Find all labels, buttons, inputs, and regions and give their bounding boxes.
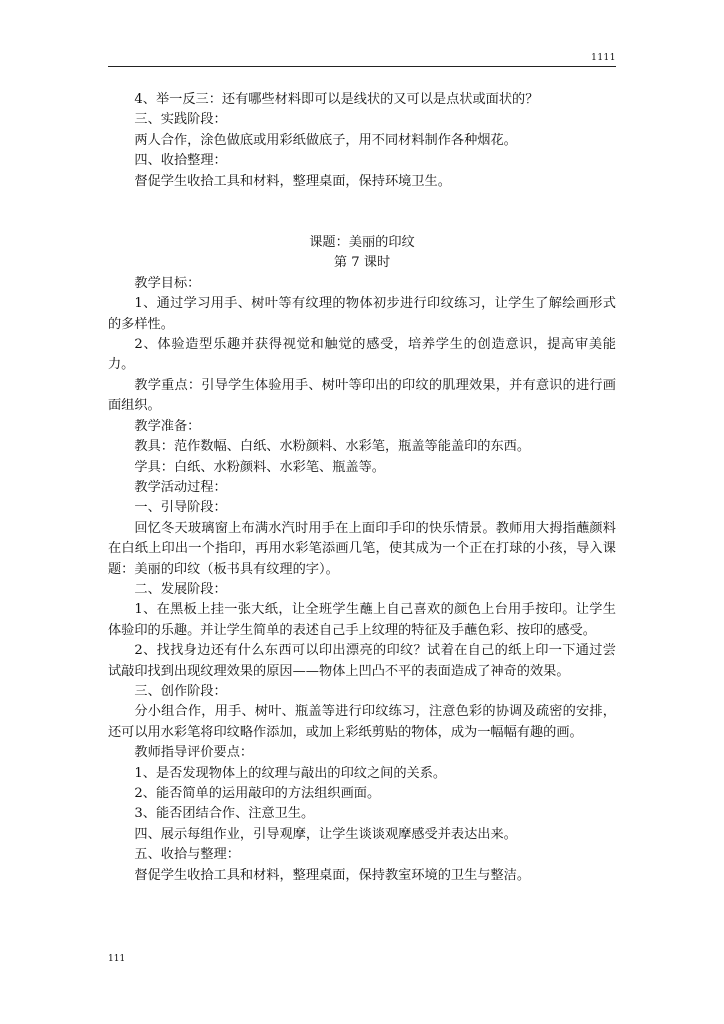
goal-1: 1、通过学习用手、树叶等有纹理的物体初步进行印纹练习，让学生了解绘画形式的多样性。 xyxy=(108,296,616,332)
evaluation-point-3: 3、能否团结合作、注意卫生。 xyxy=(134,806,315,822)
student-tools: 学具：白纸、水粉颜料、水彩笔、瓶盖等。 xyxy=(134,459,385,475)
stage-4: 四、展示每组作业，引导观摩，让学生谈谈观摩感受并表达出来。 xyxy=(134,826,517,842)
prev-line-5: 督促学生收拾工具和材料，整理桌面，保持环境卫生。 xyxy=(134,173,451,189)
footer-page-number: 111 xyxy=(108,954,126,964)
process-label: 教学活动过程： xyxy=(134,479,227,495)
stage-3-heading: 三、创作阶段： xyxy=(134,683,227,699)
stage-2-heading: 二、发展阶段： xyxy=(134,581,227,597)
stage-1-text: 回忆冬天玻璃窗上布满水汽时用手在上面印手印的快乐情景。教师用大拇指蘸颜料在白纸上印出一个指印，再用水彩笔添画几笔，使其成为一个正在打球的小孩，导入课题：美丽的印纹（板书具有纹理的字）。 xyxy=(108,520,616,577)
document-body xyxy=(108,90,616,886)
header-page-number: 1111 xyxy=(591,53,616,63)
evaluation-point-2: 2、能否简单的运用敲印的方法组织画面。 xyxy=(134,786,381,801)
goal-2: 2、体验造型乐趣并获得视觉和触觉的感受，培养学生的创造意识，提高审美能力。 xyxy=(108,337,616,373)
lesson-title: 课题：美丽的印纹 xyxy=(309,235,415,251)
teacher-tools: 教具：范作数幅、白纸、水粉颜料、水彩笔，瓶盖等能盖印的东西。 xyxy=(134,439,531,455)
prep-label: 教学准备： xyxy=(134,418,201,434)
stage-1-heading: 一、引导阶段： xyxy=(134,500,227,516)
prev-line-4: 四、收拾整理： xyxy=(134,153,227,169)
header-rule xyxy=(108,66,616,67)
section-gap xyxy=(108,192,616,233)
prev-line-3: 两人合作，涂色做底或用彩纸做底子，用不同材料制作各种烟花。 xyxy=(134,132,517,148)
stage-5-text: 督促学生收拾工具和材料，整理桌面，保持教室环境的卫生与整洁。 xyxy=(134,867,531,883)
stage-5-heading: 五、收拾与整理： xyxy=(134,847,240,863)
goals-label: 教学目标： xyxy=(134,275,201,291)
stage-3-text: 分小组合作，用手、树叶、瓶盖等进行印纹练习，注意色彩的协调及疏密的安排，还可以用水彩笔将印纹略作添加，或加上彩纸剪贴的物体，成为一幅幅有趣的画。 xyxy=(108,704,616,740)
stage-2-paragraph-1: 1、在黑板上挂一张大纸，让全班学生蘸上自己喜欢的颜色上台用手按印。让学生体验印的乐趣。并让学生简单的表述自己手上纹理的特征及手蘸色彩、按印的感受。 xyxy=(108,602,616,638)
key-points: 教学重点：引导学生体验用手、树叶等印出的印纹的肌理效果，并有意识的进行画面组织。 xyxy=(108,377,616,414)
stage-2-paragraph-2: 2、找找身边还有什么东西可以印出漂亮的印纹？试着在自己的纸上印一下通过尝试敲印找到出现纹理效果的原因——物体上凹凸不平的表面造成了神奇的效果。 xyxy=(108,643,616,679)
evaluation-point-1: 1、是否发现物体上的纹理与敲出的印纹之间的关系。 xyxy=(134,765,447,781)
prev-line-1: 4、举一反三：还有哪些材料即可以是线状的又可以是点状或面状的？ xyxy=(134,92,539,107)
prev-line-2: 三、实践阶段： xyxy=(134,112,227,128)
evaluation-label: 教师指导评价要点： xyxy=(134,745,254,761)
lesson-subtitle: 第 7 课时 xyxy=(333,255,391,271)
